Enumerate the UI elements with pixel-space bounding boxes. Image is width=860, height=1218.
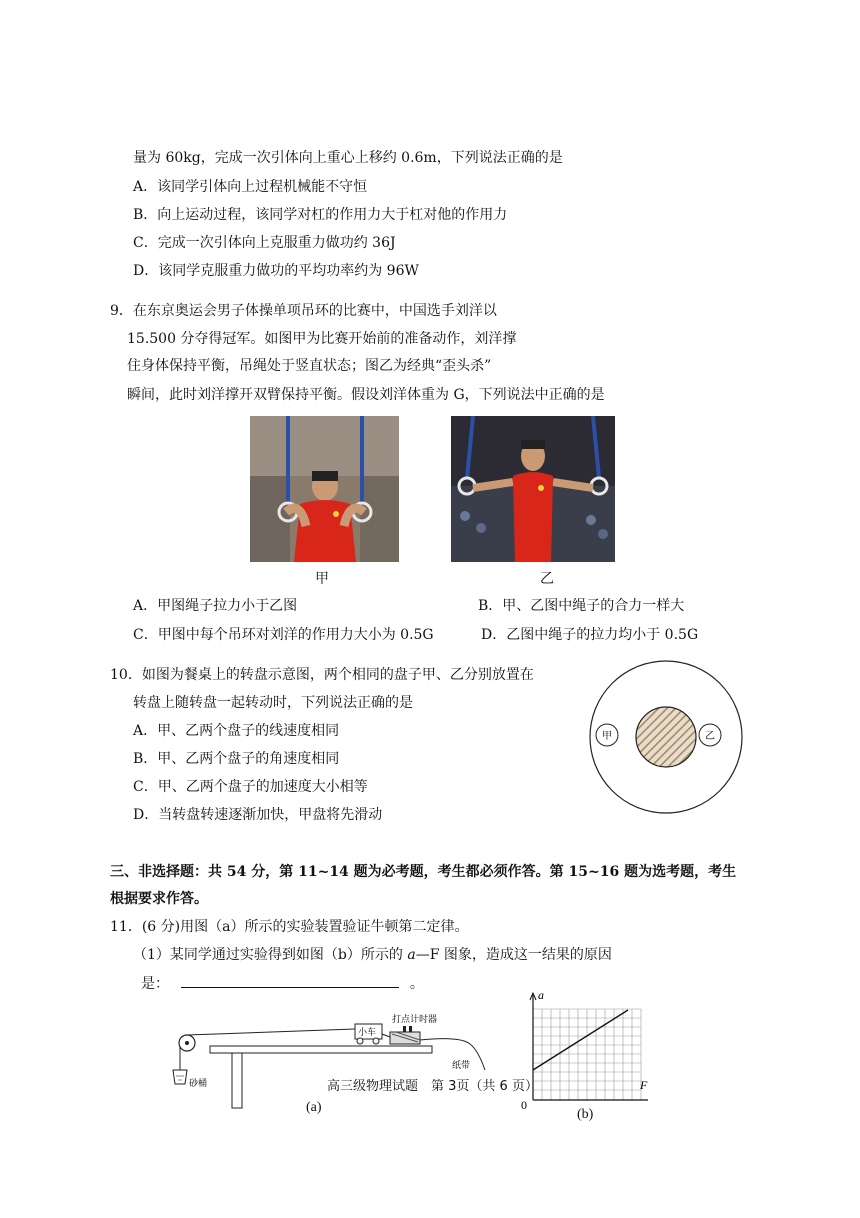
q11-stem: 11．(6 分)用图（a）所示的实验装置验证牛顿第二定律。 bbox=[110, 919, 469, 935]
q8-stem-tail: 量为 60kg，完成一次引体向上重心上移约 0.6m，下列说法正确的是 bbox=[133, 150, 563, 166]
graph-figure-b bbox=[518, 985, 658, 1110]
cart-label: 小车 bbox=[358, 1028, 377, 1038]
table-leg bbox=[232, 1053, 242, 1108]
q9-stem-line-2: 15.500 分夺得冠军。如图甲为比赛开始前的准备动作，刘洋撑 bbox=[127, 331, 517, 347]
sand-bucket bbox=[173, 1070, 187, 1084]
q10-stem-line-2: 转盘上随转盘一起转动时，下列说法正确的是 bbox=[133, 695, 413, 711]
turntable-center-hub bbox=[636, 707, 696, 767]
figure-b-caption: (b) bbox=[577, 1107, 594, 1122]
graph-y-label: a bbox=[538, 988, 544, 1002]
apparatus-figure-a bbox=[160, 1010, 500, 1120]
plate-jia-label: 甲 bbox=[602, 731, 612, 742]
q8-option-b: B．向上运动过程，该同学对杠的作用力大于杠对他的作用力 bbox=[133, 207, 508, 223]
plate-yi-label: 乙 bbox=[705, 731, 715, 742]
graph-grid bbox=[533, 1009, 641, 1100]
turntable-diagram bbox=[588, 659, 744, 815]
figure-a-caption: (a) bbox=[306, 1100, 322, 1115]
page-footer: 高三级物理试题 第 3页（共 6 页） bbox=[327, 1079, 538, 1094]
q8-option-c: C．完成一次引体向上克服重力做功约 36J bbox=[133, 235, 396, 251]
caption-jia: 甲 bbox=[315, 571, 329, 587]
gymnast-photo-left bbox=[250, 416, 399, 562]
q10-option-d: D．当转盘转速逐渐加快，甲盘将先滑动 bbox=[133, 807, 383, 823]
q9-stem-line-1: 9．在东京奥运会男子体操单项吊环的比赛中，中国选手刘洋以 bbox=[110, 303, 497, 319]
caption-yi: 乙 bbox=[540, 571, 554, 587]
section3-heading-line-1: 三、非选择题：共 54 分，第 11~14 题为必考题，考生都必须作答。第 15~16 题为选考题，考生 bbox=[110, 864, 737, 880]
q11-answer-line bbox=[141, 973, 424, 994]
timer-label: 打点计时器 bbox=[392, 1015, 438, 1025]
q10-option-b: B．甲、乙两个盘子的角速度相同 bbox=[133, 751, 340, 767]
bucket-label: 砂桶 bbox=[189, 1079, 208, 1089]
section3-heading-line-2: 根据要求作答。 bbox=[110, 891, 208, 907]
q11-answer-prefix: 是： bbox=[141, 976, 169, 992]
graph-x-label: F bbox=[640, 1078, 648, 1092]
q9-option-a: A．甲图绳子拉力小于乙图 bbox=[133, 598, 298, 614]
q9-stem-line-4: 瞬间，此时刘洋撑开双臂保持平衡。假设刘洋体重为 G，下列说法中正确的是 bbox=[127, 387, 605, 403]
q10-option-a: A．甲、乙两个盘子的线速度相同 bbox=[133, 723, 340, 739]
q9-stem-line-3: 住身体保持平衡，吊绳处于竖直状态；图乙为经典“歪头杀” bbox=[127, 358, 492, 374]
q11-sub1-prefix: （1）某同学通过实验得到如图（b）所示的 bbox=[133, 947, 408, 963]
q11-answer-suffix: 。 bbox=[409, 976, 424, 992]
q10-stem-line-1: 10．如图为餐桌上的转盘示意图，两个相同的盘子甲、乙分别放置在 bbox=[110, 667, 534, 683]
q9-option-d: D．乙图中绳子的拉力均小于 0.5G bbox=[481, 627, 699, 643]
graph-origin: 0 bbox=[521, 1098, 527, 1110]
gymnast-photo-right bbox=[451, 416, 615, 562]
q9-option-c: C．甲图中每个吊环对刘洋的作用力大小为 0.5G bbox=[133, 627, 434, 643]
q11-sub1 bbox=[133, 945, 612, 965]
tape-label: 纸带 bbox=[452, 1061, 471, 1071]
q11-sub1-var: a bbox=[407, 947, 416, 963]
q9-option-b: B．甲、乙图中绳子的合力一样大 bbox=[478, 598, 685, 614]
q8-option-d: D．该同学克服重力做功的平均功率约为 96W bbox=[133, 263, 419, 279]
q8-option-a: A．该同学引体向上过程机械能不守恒 bbox=[133, 179, 368, 195]
q11-answer-blank[interactable] bbox=[181, 973, 399, 988]
q10-option-c: C．甲、乙两个盘子的加速度大小相等 bbox=[133, 779, 368, 795]
track-board bbox=[210, 1046, 432, 1053]
q11-sub1-suffix: —F 图象，造成这一结果的原因 bbox=[415, 947, 612, 963]
